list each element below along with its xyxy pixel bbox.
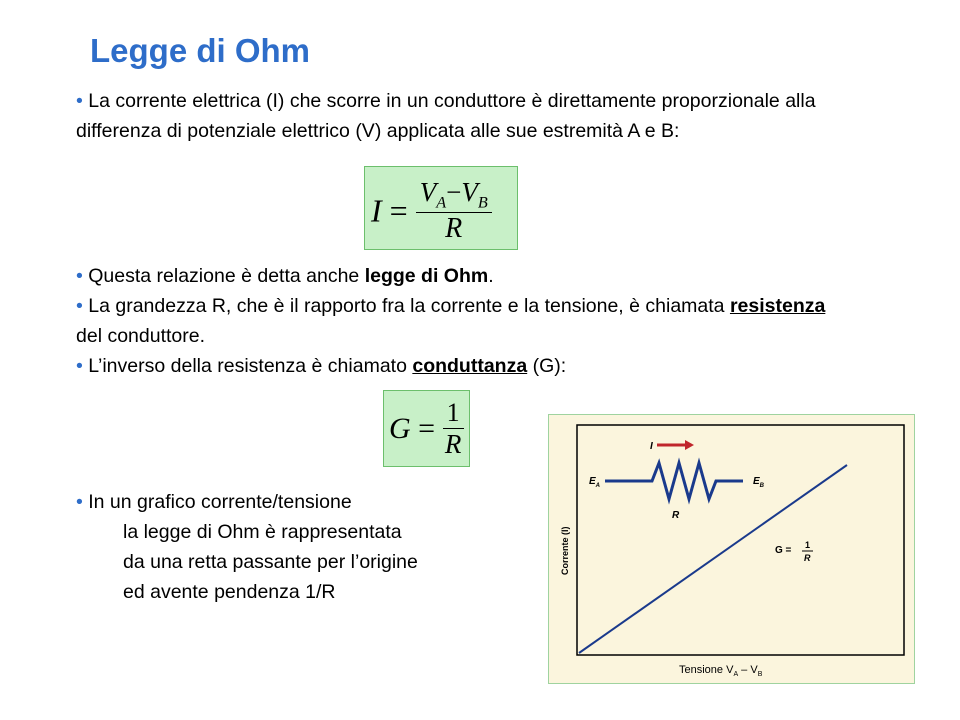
paragraph-text-end: .: [488, 265, 494, 287]
formula-equals: =: [418, 412, 436, 445]
formula-conductance: [383, 390, 470, 467]
formula-fraction: [443, 398, 464, 460]
formula-fraction: [416, 177, 492, 245]
formula-denominator: R: [444, 429, 462, 459]
paragraph-text: La corrente elettrica (I) che scorre in un conduttore è direttamente proporzionale alla differenza di potenziale elettrico (V) applicata alle sue estremità A e B:: [76, 90, 816, 142]
paragraph-line-1: In un grafico corrente/tensione: [82, 491, 352, 513]
paragraph-line-2: la legge di Ohm è rappresentata: [123, 521, 402, 543]
formula-vb-sub: B: [477, 193, 488, 212]
slide-title: Legge di Ohm: [90, 32, 311, 69]
bullet: •: [76, 265, 83, 287]
y-axis-label: Corrente (I): [560, 526, 570, 575]
formula-lhs: G: [389, 412, 411, 445]
formula-vb: V: [461, 177, 478, 207]
formula-va: V: [419, 177, 437, 207]
paragraph-line-3: da una retta passante per l’origine: [123, 551, 418, 573]
term-resistenza: resistenza: [729, 295, 826, 317]
label-g-den: R: [804, 553, 811, 563]
bold-term: legge di Ohm: [364, 265, 489, 287]
paragraph-grafico: [76, 487, 536, 607]
bullet: •: [76, 295, 83, 317]
paragraph-legge-ohm: [76, 261, 856, 291]
x-axis-label: Tensione $V_A - V_B$: [679, 664, 763, 678]
formula-ohm-law: [364, 166, 518, 250]
paragraph-text-end: (G):: [527, 355, 567, 377]
formula-minus: −: [446, 177, 462, 207]
formula-lhs: I: [371, 192, 382, 229]
label-eb: $E_B$: [753, 476, 765, 489]
bullet: •: [76, 90, 83, 112]
label-r: R: [672, 510, 680, 521]
bullet: •: [76, 491, 83, 513]
paragraph-text-end: del conduttore.: [76, 325, 206, 347]
formula-va-sub: A: [436, 193, 447, 212]
paragraph-resistenza: [76, 291, 856, 351]
formula-equals: =: [389, 192, 408, 229]
paragraph-text: La grandezza R, che è il rapporto fra la corrente e la tensione, è chiamata: [82, 295, 730, 317]
label-g: G =: [775, 545, 792, 556]
formula-numerator: 1: [443, 398, 464, 429]
graph-svg: [549, 415, 914, 683]
paragraph-text: Questa relazione è detta anche: [82, 265, 365, 287]
paragraph-text: L’inverso della resistenza è chiamato: [82, 355, 413, 377]
label-g-num: 1: [805, 540, 811, 550]
label-current: I: [650, 441, 653, 452]
term-conduttanza: conduttanza: [412, 355, 528, 377]
paragraph-conduttanza: [76, 351, 856, 381]
paragraph-line-4: ed avente pendenza 1/R: [123, 581, 336, 603]
label-ea: $E_A$: [589, 476, 601, 489]
bullet: •: [76, 355, 83, 377]
formula-denominator: R: [445, 213, 463, 245]
paragraph-ohm-definition: [76, 86, 856, 146]
current-voltage-graph: [548, 414, 915, 684]
